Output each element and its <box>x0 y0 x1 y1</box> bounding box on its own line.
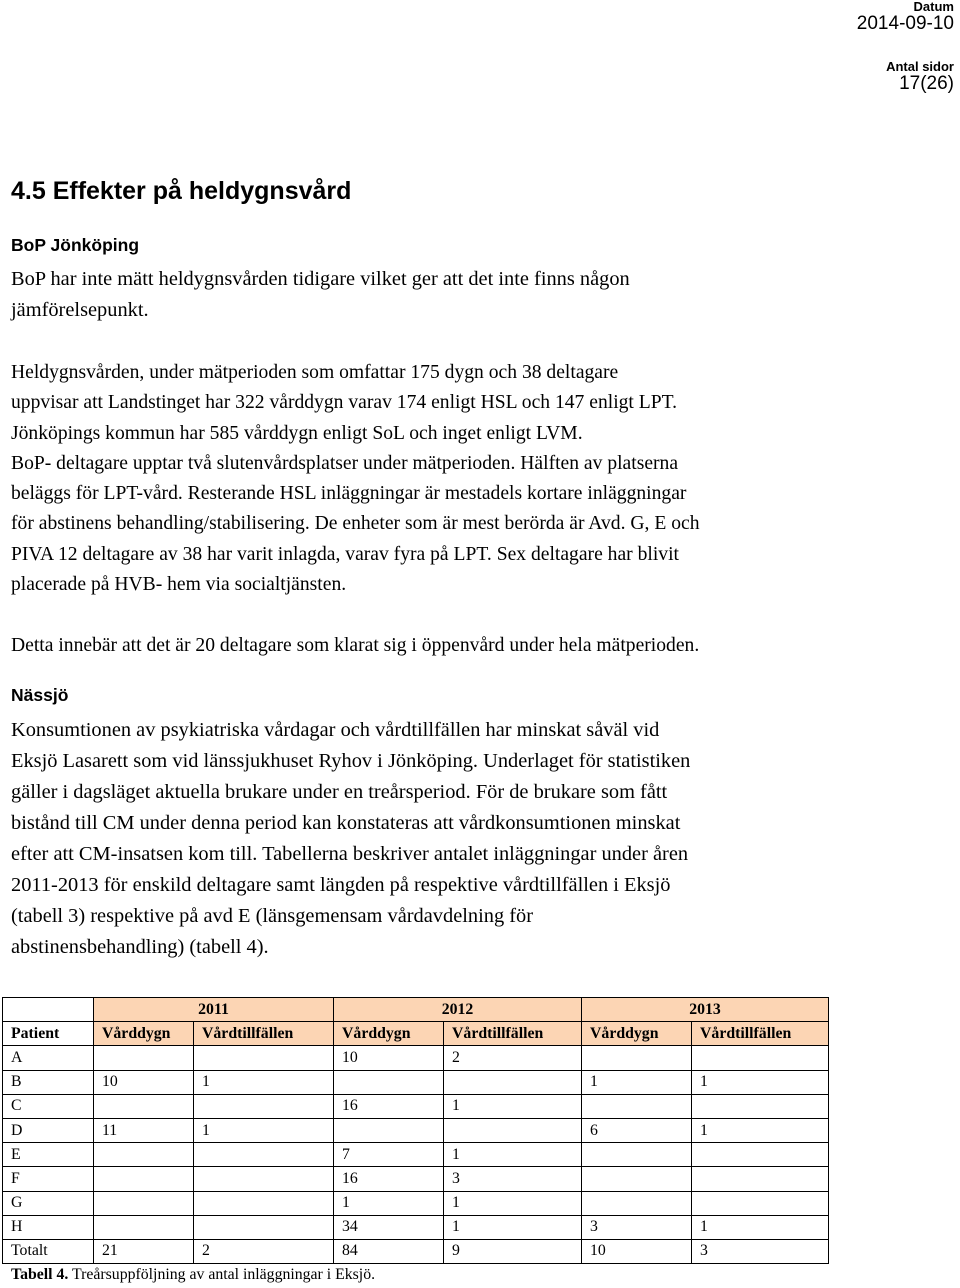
date-label: Datum <box>913 0 954 14</box>
value-cell <box>334 1118 444 1142</box>
column-header-varddygn: Vårddygn <box>582 1022 692 1046</box>
value-cell: 1 <box>444 1191 582 1215</box>
section-title: 4.5 Effekter på heldygnsvård <box>11 177 352 205</box>
value-cell <box>194 1094 334 1118</box>
year-header-2011: 2011 <box>94 998 334 1022</box>
value-cell <box>444 1118 582 1142</box>
value-cell: 3 <box>582 1215 692 1239</box>
text-line: placerade på HVB- hem via socialtjänsten. <box>11 574 347 596</box>
patient-cell: B <box>3 1070 94 1094</box>
text-line: jämförelsepunkt. <box>11 299 149 321</box>
value-cell: 34 <box>334 1215 444 1239</box>
text-line: Eksjö Lasarett som vid länssjukhuset Ryhov i Jönköping. Underlaget för statistiken <box>11 750 691 772</box>
value-cell <box>94 1191 194 1215</box>
value-cell <box>692 1167 829 1191</box>
table-row <box>3 1191 829 1215</box>
value-cell <box>194 1191 334 1215</box>
column-header-patient: Patient <box>3 1022 94 1046</box>
value-cell: 1 <box>692 1215 829 1239</box>
date-block <box>857 0 954 34</box>
table-caption-label: Tabell 4. <box>11 1266 69 1283</box>
value-cell: 1 <box>692 1070 829 1094</box>
patient-cell: G <box>3 1191 94 1215</box>
value-cell <box>444 1070 582 1094</box>
value-cell <box>94 1046 194 1070</box>
text-line: för abstinens behandling/stabilisering. De enheter som är mest berörda är Avd. G, E och <box>11 513 700 535</box>
value-cell: 11 <box>94 1118 194 1142</box>
page-count-block <box>886 60 954 94</box>
text-line: BoP- deltagare upptar två slutenvårdsplatser under mätperioden. Hälften av platserna <box>11 452 679 474</box>
value-cell: 1 <box>444 1143 582 1167</box>
paragraph-nassjo <box>11 715 690 963</box>
page-count-label: Antal sidor <box>886 59 954 74</box>
value-cell <box>94 1143 194 1167</box>
value-cell <box>692 1143 829 1167</box>
table-row <box>3 1046 829 1070</box>
text-line: 2011-2013 för enskild deltagare samt längden på respektive vårdtillfällen i Eksjö <box>11 874 671 896</box>
year-header-2012: 2012 <box>334 998 582 1022</box>
text-line: efter att CM-insatsen kom till. Tabellerna beskriver antalet inläggningar under åren <box>11 843 689 865</box>
value-cell: 21 <box>94 1239 194 1263</box>
text-line: Jönköpings kommun har 585 vårddygn enligt SoL och inget enligt LVM. <box>11 422 583 444</box>
paragraph-jonkoping-results <box>11 358 700 600</box>
value-cell: 1 <box>194 1118 334 1142</box>
value-cell: 16 <box>334 1094 444 1118</box>
patient-cell: C <box>3 1094 94 1118</box>
value-cell: 1 <box>194 1070 334 1094</box>
patient-cell: D <box>3 1118 94 1142</box>
value-cell <box>582 1046 692 1070</box>
value-cell <box>582 1143 692 1167</box>
patient-cell: E <box>3 1143 94 1167</box>
value-cell: 10 <box>582 1239 692 1263</box>
patient-cell: H <box>3 1215 94 1239</box>
text-line: bistånd till CM under denna period kan konstateras att vårdkonsumtionen minskat <box>11 812 681 834</box>
value-cell <box>334 1070 444 1094</box>
text-line: Detta innebär att det är 20 deltagare som klarat sig i öppenvård under hela mätperioden. <box>11 635 700 656</box>
value-cell <box>94 1215 194 1239</box>
value-cell <box>194 1167 334 1191</box>
column-header-varddygn: Vårddygn <box>94 1022 194 1046</box>
value-cell <box>194 1046 334 1070</box>
year-header-2013: 2013 <box>582 998 829 1022</box>
table-row <box>3 1143 829 1167</box>
page-count-value: 17(26) <box>899 73 954 94</box>
table-caption <box>11 1264 375 1286</box>
value-cell: 10 <box>334 1046 444 1070</box>
value-cell: 1 <box>444 1094 582 1118</box>
value-cell: 2 <box>194 1239 334 1263</box>
value-cell <box>692 1191 829 1215</box>
paragraph-jonkoping-conclusion <box>11 631 699 661</box>
text-line: gäller i dagsläget aktuella brukare under en treårsperiod. För de brukare som fått <box>11 781 668 803</box>
table-row <box>3 1215 829 1239</box>
inpatient-table <box>2 997 829 1264</box>
value-cell <box>94 1167 194 1191</box>
table-row <box>3 1070 829 1094</box>
heading-nassjo: Nässjö <box>11 685 69 705</box>
value-cell: 1 <box>692 1118 829 1142</box>
text-line: abstinensbehandling) (tabell 4). <box>11 936 269 958</box>
value-cell <box>582 1167 692 1191</box>
column-header-vardtillfallen: Vårdtillfällen <box>444 1022 582 1046</box>
table-column-row <box>3 1022 829 1046</box>
patient-cell: F <box>3 1167 94 1191</box>
text-line: Konsumtionen av psykiatriska vårdagar och vårdtillfällen har minskat såväl vid <box>11 719 660 741</box>
value-cell <box>582 1191 692 1215</box>
column-header-vardtillfallen: Vårdtillfällen <box>194 1022 334 1046</box>
text-line: uppvisar att Landstinget har 322 vårddygn varav 174 enligt HSL och 147 enligt LPT. <box>11 392 678 414</box>
column-header-vardtillfallen: Vårdtillfällen <box>692 1022 829 1046</box>
column-header-varddygn: Vårddygn <box>334 1022 444 1046</box>
heading-bop-jonkoping: BoP Jönköping <box>11 235 140 255</box>
value-cell: 2 <box>444 1046 582 1070</box>
table-row <box>3 1094 829 1118</box>
value-cell: 84 <box>334 1239 444 1263</box>
value-cell <box>692 1094 829 1118</box>
table-caption-text: Treårsuppföljning av antal inläggningar i Eksjö. <box>68 1266 376 1283</box>
value-cell <box>582 1094 692 1118</box>
value-cell <box>194 1215 334 1239</box>
paragraph-jonkoping-intro <box>11 264 630 326</box>
text-line: PIVA 12 deltagare av 38 har varit inlagda, varav fyra på LPT. Sex deltagare har blivit <box>11 543 679 565</box>
value-cell <box>692 1046 829 1070</box>
value-cell: 3 <box>692 1239 829 1263</box>
patient-cell: A <box>3 1046 94 1070</box>
value-cell: 1 <box>334 1191 444 1215</box>
value-cell <box>94 1094 194 1118</box>
value-cell: 7 <box>334 1143 444 1167</box>
patient-cell: Totalt <box>3 1239 94 1263</box>
table-row <box>3 1118 829 1142</box>
value-cell: 6 <box>582 1118 692 1142</box>
value-cell: 9 <box>444 1239 582 1263</box>
text-line: BoP har inte mätt heldygnsvården tidigare vilket ger att det inte finns någon <box>11 268 630 290</box>
table-year-row <box>3 998 829 1022</box>
date-value: 2014-09-10 <box>856 13 954 34</box>
table-body <box>3 1046 829 1264</box>
text-line: Heldygnsvården, under mätperioden som omfattar 175 dygn och 38 deltagare <box>11 362 619 383</box>
text-line: beläggs för LPT-vård. Resterande HSL inläggningar är mestadels kortare inläggningar <box>11 483 687 505</box>
text-line: (tabell 3) respektive på avd E (länsgemensam vårdavdelning för <box>11 905 534 927</box>
table-corner-cell <box>3 998 94 1022</box>
value-cell: 1 <box>444 1215 582 1239</box>
table-total-row <box>3 1239 829 1263</box>
value-cell: 1 <box>582 1070 692 1094</box>
value-cell: 16 <box>334 1167 444 1191</box>
value-cell: 3 <box>444 1167 582 1191</box>
value-cell <box>194 1143 334 1167</box>
table-row <box>3 1167 829 1191</box>
value-cell: 10 <box>94 1070 194 1094</box>
